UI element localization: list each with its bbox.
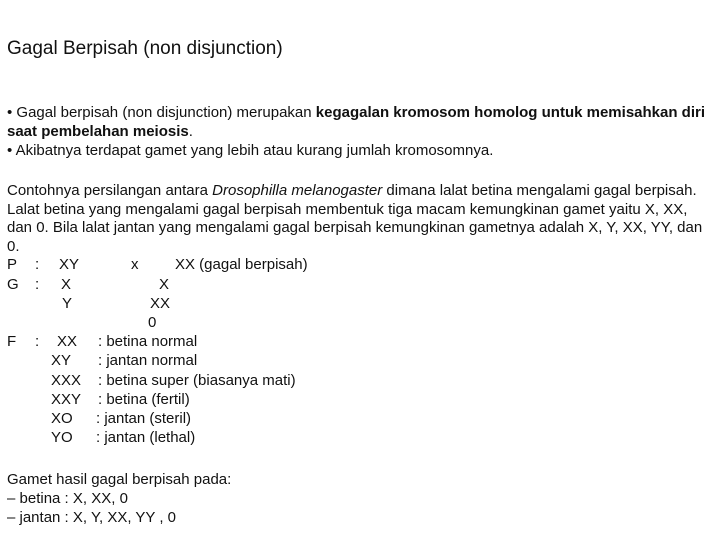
cross-p-colon: : xyxy=(35,256,40,273)
cross-g-label: G xyxy=(7,276,19,293)
cross-p-x: x xyxy=(131,256,139,273)
bullet-definition-bold: kegagalan kromosom homolog untuk memisahkan diri saat pembelahan meiosis xyxy=(7,104,706,140)
gamete-summary-heading: Gamet hasil gagal berpisah pada: xyxy=(7,471,232,488)
cross-f-label: F xyxy=(7,333,17,350)
bullet-consequence: • Akibatnya terdapat gamet yang lebih atau kurang jumlah kromosomnya. xyxy=(7,142,494,159)
offspring-phenotype: : jantan (lethal) xyxy=(96,429,196,446)
example-post: dimana lalat betina mengalami gagal berpisah. Lalat betina yang mengalami gagal berpisah membentuk tiga macam kemungkinan gamet yaitu X, XX, dan 0. Bila lalat jantan yang mengalami gagal berpisah kemungkinan gametnya adalah X, Y, XX, YY, dan 0. xyxy=(7,182,703,255)
offspring-genotype: YO xyxy=(51,429,73,446)
gamete-female-3: 0 xyxy=(148,314,157,331)
offspring-phenotype: : jantan normal xyxy=(98,352,198,369)
bullet-definition-prefix: • Gagal berpisah (non disjunction) merupakan xyxy=(7,104,316,121)
offspring-genotype: XX xyxy=(57,333,78,350)
gamete-female-1: X xyxy=(159,276,170,293)
species-name: Drosophilla melanogaster xyxy=(212,182,383,199)
gamete-summary-female: – betina : X, XX, 0 xyxy=(7,490,128,507)
offspring-phenotype: : betina (fertil) xyxy=(98,391,190,408)
offspring-phenotype: : betina normal xyxy=(98,333,198,350)
cross-g-colon: : xyxy=(35,276,40,293)
offspring-genotype: XY xyxy=(51,352,72,369)
cross-p-female: XX (gagal berpisah) xyxy=(175,256,308,273)
gamete-summary-male: – jantan : X, Y, XX, YY , 0 xyxy=(7,509,177,526)
cross-p-label: P xyxy=(7,256,18,273)
bullet-definition xyxy=(7,103,707,141)
gamete-male-1: X xyxy=(61,276,72,293)
gamete-male-2: Y xyxy=(62,295,73,312)
offspring-genotype: XO xyxy=(51,410,73,427)
gamete-summary xyxy=(7,470,231,527)
offspring-genotype: XXX xyxy=(51,372,82,389)
gamete-female-2: XX xyxy=(150,295,171,312)
intro-bullets xyxy=(7,103,707,160)
offspring-genotype: XXY xyxy=(51,391,82,408)
example-paragraph xyxy=(7,182,712,256)
cross-p-male: XY xyxy=(59,256,80,273)
offspring-phenotype: : betina super (biasanya mati) xyxy=(98,372,296,389)
page-title: Gagal Berpisah (non disjunction) xyxy=(7,38,283,59)
example-pre: Contohnya persilangan antara xyxy=(7,182,213,199)
cross-f-colon: : xyxy=(35,333,40,350)
bullet-definition-suffix: . xyxy=(188,123,193,140)
offspring-phenotype: : jantan (steril) xyxy=(96,410,192,427)
